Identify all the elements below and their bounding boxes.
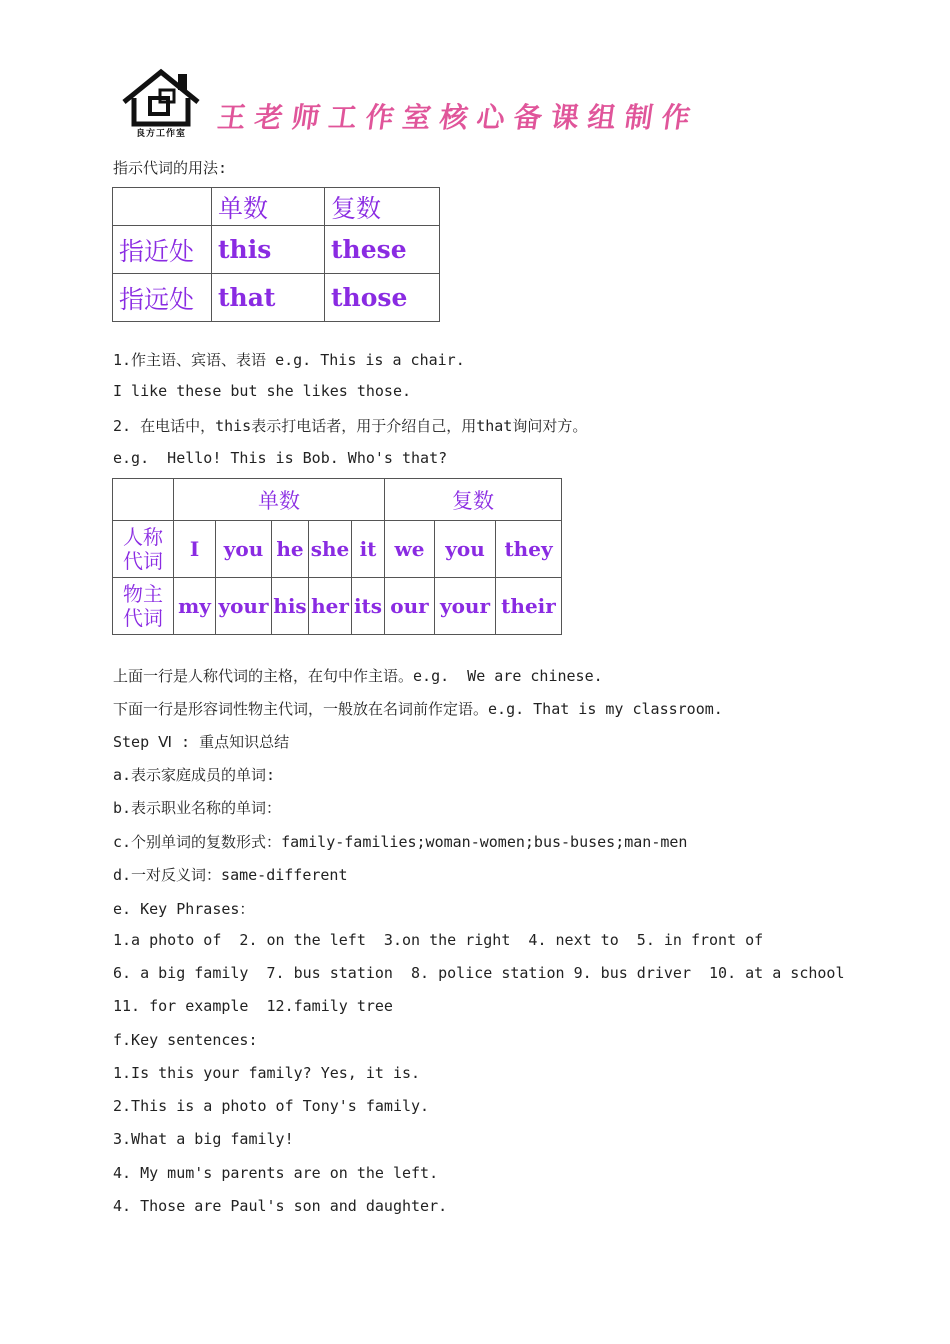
table-cell: 单数 — [174, 479, 385, 521]
table-cell: 单数 — [212, 188, 325, 226]
table-cell: these — [325, 226, 440, 274]
table-cell: his — [272, 578, 309, 635]
demonstratives-table — [112, 187, 440, 322]
sentence-line: 3.What a big family! — [113, 1130, 294, 1148]
table-cell: she — [309, 521, 352, 578]
table-cell: your — [216, 578, 272, 635]
note-line: d.一对反义词：same-different — [113, 866, 348, 884]
note-line: e.g. Hello! This is Bob. Who's that? — [113, 449, 448, 467]
step-heading: Step Ⅵ : 重点知识总结 — [113, 733, 290, 751]
table-header-row — [113, 479, 562, 521]
table-cell: this — [212, 226, 325, 274]
note-line: a.表示家庭成员的单词: — [113, 766, 276, 784]
table-cell: 指近处 — [113, 226, 212, 274]
sentence-line: 4. Those are Paul's son and daughter. — [113, 1197, 448, 1215]
note-line: c.个别单词的复数形式：family-families;woman-women;bus-buses;man-men — [113, 833, 688, 851]
table-cell: 复数 — [325, 188, 440, 226]
table-cell: it — [352, 521, 385, 578]
note-line: I like these but she likes those. — [113, 382, 412, 400]
page-header — [118, 68, 758, 140]
note-line: e. Key Phrases： — [113, 900, 255, 918]
table-cell: your — [435, 578, 496, 635]
table-row — [113, 578, 562, 635]
table-cell: you — [435, 521, 496, 578]
row-label: 人称 代词 — [113, 521, 174, 578]
table-cell: its — [352, 578, 385, 635]
phrase-line: 1.a photo of 2. on the left 3.on the right 4. next to 5. in front of — [113, 931, 764, 949]
pronouns-table — [112, 478, 562, 635]
table-cell: he — [272, 521, 309, 578]
table-cell: I — [174, 521, 216, 578]
table-cell — [113, 188, 212, 226]
sentence-line: 1.Is this your family? Yes, it is. — [113, 1064, 421, 1082]
table-row — [113, 521, 562, 578]
table-cell: 指远处 — [113, 274, 212, 322]
table-row — [113, 274, 440, 322]
sentence-line: 2.This is a photo of Tony's family. — [113, 1097, 430, 1115]
note-line: 1.作主语、宾语、表语 e.g. This is a chair. — [113, 351, 465, 369]
note-line: 上面一行是人称代词的主格，在句中作主语。e.g. We are chinese. — [113, 667, 603, 685]
phrase-line: 6. a big family 7. bus station 8. police station 9. bus driver 10. at a school — [113, 964, 845, 982]
table-cell: that — [212, 274, 325, 322]
table-row — [113, 226, 440, 274]
table-header-row — [113, 188, 440, 226]
brand-title: 王老师工作室核心备课组制作 — [215, 101, 702, 134]
table-cell — [113, 479, 174, 521]
table-cell: they — [496, 521, 562, 578]
note-line: 2. 在电话中，this表示打电话者，用于介绍自己，用that询问对方。 — [113, 417, 588, 435]
sentence-line: 4. My mum's parents are on the left. — [113, 1164, 439, 1182]
logo-caption: 良方工作室 — [135, 129, 186, 139]
note-line: 下面一行是形容词性物主代词，一般放在名词前作定语。e.g. That is my classroom. — [113, 700, 723, 718]
note-line: b.表示职业名称的单词： — [113, 799, 282, 817]
note-line: f.Key sentences: — [113, 1031, 258, 1049]
table-cell: their — [496, 578, 562, 635]
table-cell: her — [309, 578, 352, 635]
table-cell: my — [174, 578, 216, 635]
table-cell: 复数 — [385, 479, 562, 521]
table-cell: our — [385, 578, 435, 635]
row-label: 物主 代词 — [113, 578, 174, 635]
phrase-line: 11. for example 12.family tree — [113, 997, 393, 1015]
table-cell: those — [325, 274, 440, 322]
intro-text: 指示代词的用法: — [113, 159, 228, 177]
table-cell: we — [385, 521, 435, 578]
table-cell: you — [216, 521, 272, 578]
